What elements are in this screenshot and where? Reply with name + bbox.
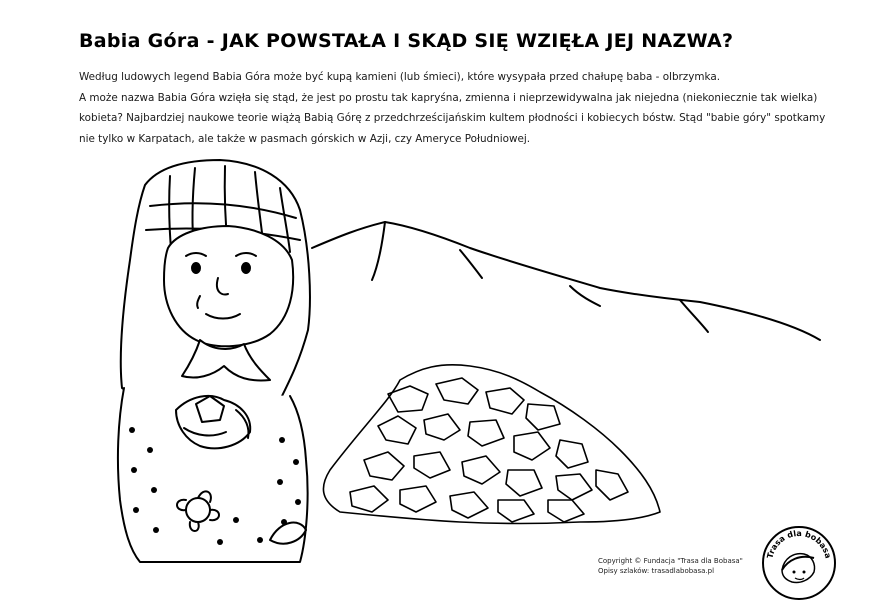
intro-paragraph-1: Według ludowych legend Babia Góra może być kupą kamieni (lub śmieci), które wysypała przed chałupę baba - olbrzymka. — [79, 71, 721, 83]
mountain-outline — [312, 222, 820, 340]
copyright-text: Copyright © Fundacja "Trasa dla Bobasa" — [598, 557, 743, 565]
logo-text: Trasa dla bobasa — [765, 528, 833, 560]
page-title: Babia Góra - JAK POWSTAŁA I SKĄD SIĘ WZIĘŁA JEJ NAZWA? — [79, 30, 734, 52]
grandma-figure — [118, 160, 310, 562]
rock-pile — [323, 365, 660, 524]
credits — [598, 556, 743, 576]
routes-text: Opisy szlaków: trasadlabobasa.pl — [598, 567, 715, 575]
trasa-dla-bobasa-logo — [760, 524, 838, 602]
intro-paragraph-2: A może nazwa Babia Góra wzięła się stąd, że jest po prostu tak kapryśna, zmienna i nieprzewidywalna jak niejedna (niekoniecznie tak wielka) kobieta? Najbardziej naukowe teorie wiążą Babią Górę z przedchrześcijańskim kultem płodności i kobiecych bóstw. Stąd "babie góry" spotkamy nie tylko w Karpatach, ale także w pasmach górskich w Azji, czy Ameryce Południowej. — [79, 91, 826, 145]
